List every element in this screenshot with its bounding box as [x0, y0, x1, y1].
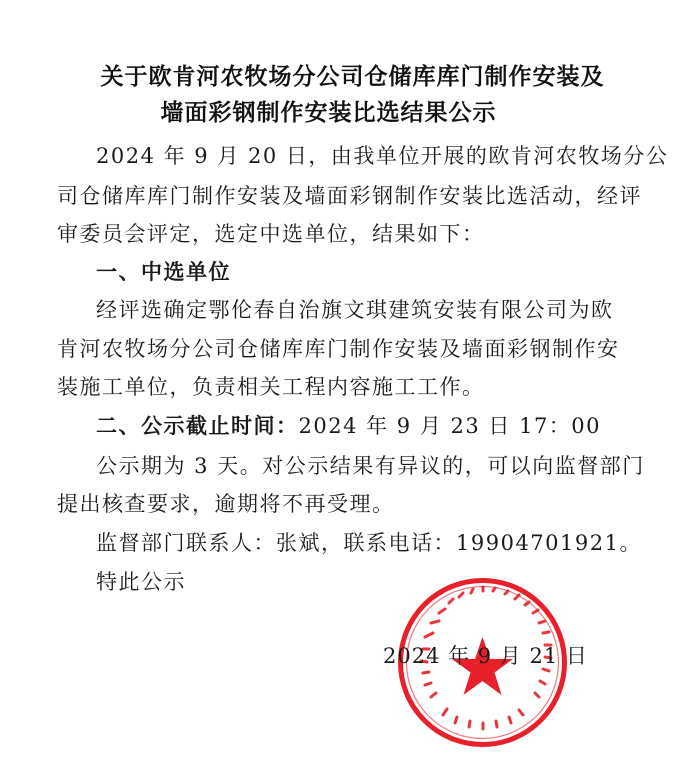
section-2-heading: 二、公示截止时间： [96, 414, 299, 438]
document-title-line-2: 墙面彩钢制作安装比选结果公示 [160, 100, 497, 126]
section-1-line-2: 肯河农牧场分公司仓储库库门制作安装及墙面彩钢制作安 [57, 337, 620, 361]
intro-line-2: 司仓储库库门制作安装及墙面彩钢制作安装比选活动，经评 [57, 184, 642, 208]
intro-line-3: 审委员会评定，选定中选单位，结果如下： [57, 222, 485, 246]
section-2-line-2: 提出核查要求，逾期将不再受理。 [57, 492, 395, 516]
section-1-heading: 一、中选单位 [96, 260, 231, 284]
document-title-line-1: 关于欧肯河农牧场分公司仓储库库门制作安装及 [100, 64, 605, 90]
signature-date: 2024 年 9 月 21 日 [383, 644, 588, 668]
deadline-value: 2024 年 9 月 23 日 17：00 [298, 414, 602, 438]
closing-line: 特此公示 [96, 570, 186, 594]
section-2-line-1: 公示期为 3 天。对公示结果有异议的，可以向监督部门 [96, 454, 645, 478]
section-1-line-1: 经评选确定鄂伦春自治旗文琪建筑安装有限公司为欧 [96, 298, 614, 322]
section-2-heading-row [96, 410, 601, 440]
intro-line-1: 2024 年 9 月 20 日，由我单位开展的欧肯河农牧场分公 [96, 144, 669, 168]
contact-line: 监督部门联系人：张斌，联系电话：19904701921。 [96, 531, 642, 555]
section-1-line-3: 装施工单位，负责相关工程内容施工工作。 [57, 375, 485, 399]
